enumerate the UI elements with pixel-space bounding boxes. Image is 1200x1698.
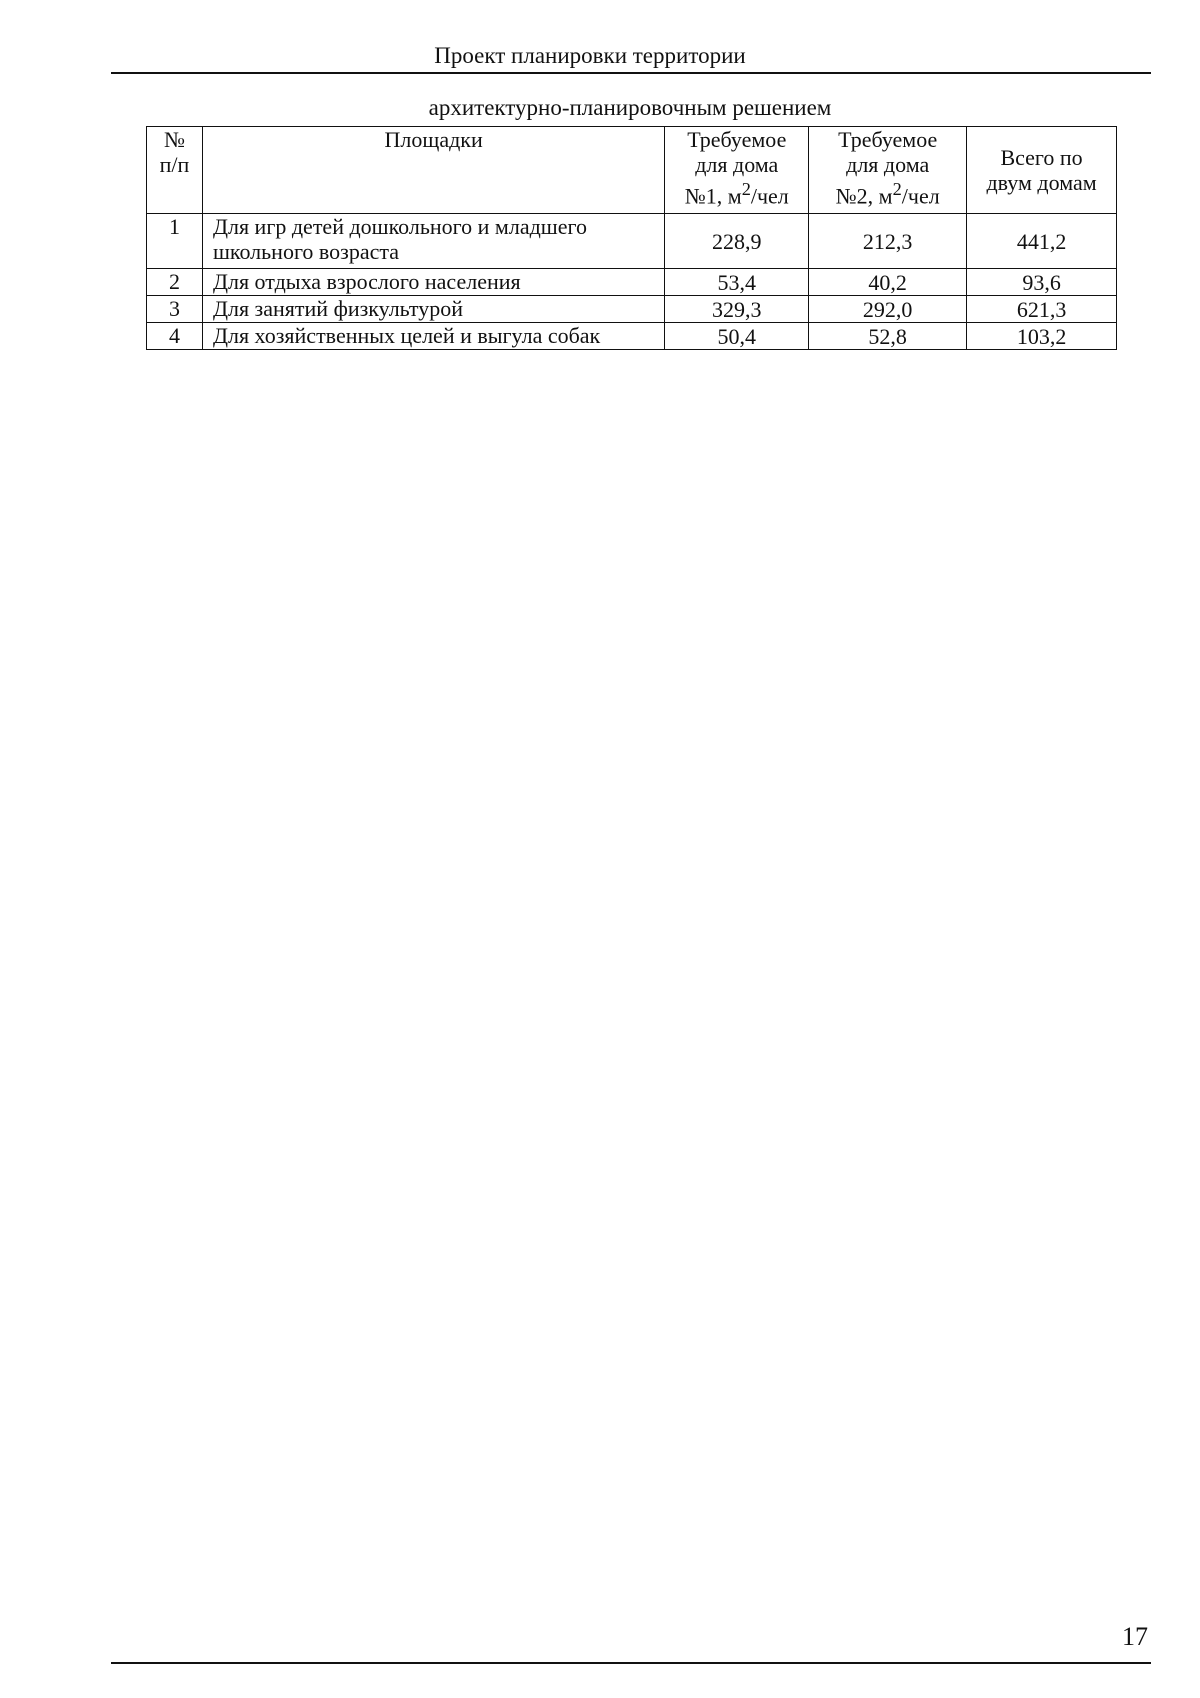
sites-table [146, 126, 1117, 350]
row-total-value: 621,3 [967, 296, 1117, 323]
row-total-value: 441,2 [967, 214, 1117, 269]
header-house1-unit: /чел [750, 183, 789, 209]
row-house1-value: 53,4 [665, 269, 809, 296]
header-house1 [665, 127, 809, 214]
header-house2-sup: 2 [892, 179, 902, 199]
header-house2-line3: №2, м [835, 183, 893, 209]
table-row [147, 296, 1117, 323]
row-site-name: Для хозяйственных целей и выгула собак [202, 323, 664, 350]
header-total-line2: двум домам [986, 170, 1097, 195]
row-total-value: 93,6 [967, 269, 1117, 296]
page-number: 17 [1122, 1622, 1148, 1651]
row-total-value: 103,2 [967, 323, 1117, 350]
row-number: 2 [147, 269, 203, 296]
row-house1-value: 50,4 [665, 323, 809, 350]
header-house1-line1: Требуемое [687, 127, 787, 152]
row-site-name: Для отдыха взрослого населения [202, 269, 664, 296]
header-house2 [809, 127, 967, 214]
header-house2-line1: Требуемое [838, 127, 938, 152]
row-number: 4 [147, 323, 203, 350]
header-total [967, 127, 1117, 214]
header-house2-line2: для дома [846, 152, 930, 177]
table-header-row [147, 127, 1117, 214]
row-house2-value: 212,3 [809, 214, 967, 269]
row-site-name-line2: школьного возраста [212, 239, 400, 264]
header-house1-line2: для дома [695, 152, 779, 177]
table-row [147, 269, 1117, 296]
row-house2-value: 40,2 [809, 269, 967, 296]
header-rule [111, 72, 1151, 74]
header-house1-sup: 2 [741, 179, 751, 199]
header-total-line1: Всего по [1000, 145, 1083, 170]
row-house2-value: 292,0 [809, 296, 967, 323]
header-house2-unit: /чел [901, 183, 940, 209]
table-row [147, 214, 1117, 269]
header-sites [202, 127, 664, 214]
row-site-name [202, 214, 664, 269]
header-number-line1: № [163, 127, 185, 152]
row-site-name: Для занятий физкультурой [202, 296, 664, 323]
row-site-name-line1: Для игр детей дошкольного и младшего [212, 214, 587, 239]
header-house1-line3: №1, м [684, 183, 742, 209]
row-house1-value: 329,3 [665, 296, 809, 323]
footer-rule [111, 1662, 1151, 1664]
running-header: Проект планировки территории [434, 43, 746, 68]
row-number: 3 [147, 296, 203, 323]
table-caption: архитектурно-планировочным решением [428, 95, 832, 120]
row-house2-value: 52,8 [809, 323, 967, 350]
header-number [147, 127, 203, 214]
row-house1-value: 228,9 [665, 214, 809, 269]
header-number-line2: п/п [159, 152, 190, 177]
header-sites-label: Площадки [384, 127, 483, 152]
table-row [147, 323, 1117, 350]
row-number: 1 [147, 214, 203, 269]
